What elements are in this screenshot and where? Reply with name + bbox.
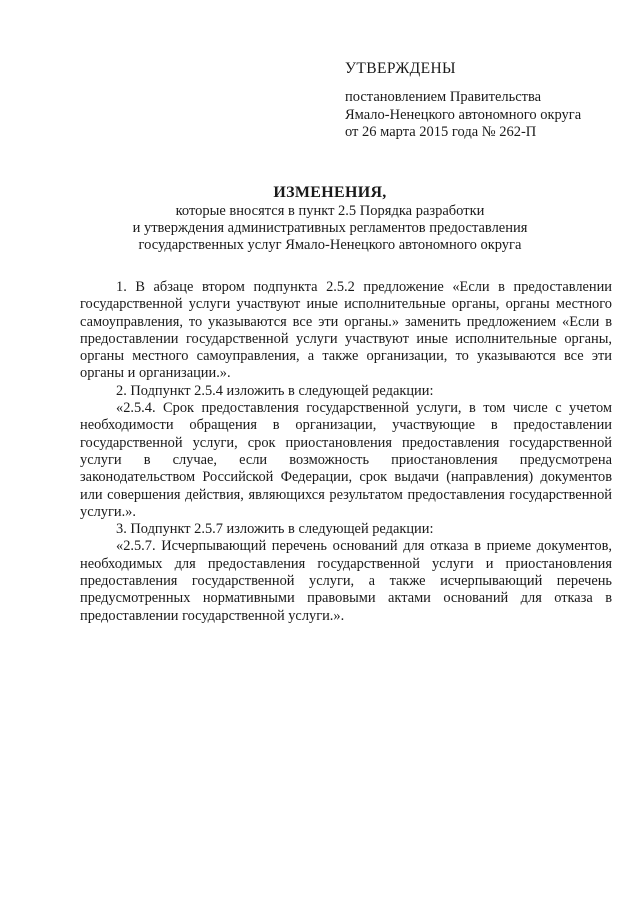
approval-line: постановлением Правительства <box>345 89 542 105</box>
document-subtitle-line: и утверждения административных регламентов предоставления <box>132 220 528 236</box>
paragraph-item-3: 3. Подпункт 2.5.7 изложить в следующей редакции: <box>116 521 434 538</box>
document-heading <box>70 183 590 254</box>
approval-line: Ямало-Ненецкого автономного округа <box>345 106 582 123</box>
paragraph-item-2: 2. Подпункт 2.5.4 изложить в следующей редакции: <box>116 382 434 399</box>
document-body <box>80 279 612 625</box>
approval-block <box>345 60 615 142</box>
document-title: ИЗМЕНЕНИЯ, <box>273 184 387 201</box>
approval-line: от 26 марта 2015 года № 262-П <box>345 124 537 140</box>
paragraph-item-1: 1. В абзаце втором подпункта 2.5.2 предложение «Если в предоставлении государственной услуги участвуют иные исполнительные органы, органы местного самоуправления, то указываются все эти органы.» заменить предложением «Если в предоставлении государственной услуги участвуют иные исполнительные органы, органы местного самоуправления, а также организации, то указываются все эти органы и организации.». <box>80 279 612 382</box>
paragraph-item-2-text: «2.5.4. Срок предоставления государственной услуги, в том числе с учетом необходимости обращения в организации, участвующие в предоставлении государственной услуги, срок приостановления предоставления государственной услуги в случае, если возможность приостановления предусмотрена законодательством Российской Федерации, срок выдачи (направления) документов или совершения действия, являющихся результатом предоставления государственной услуги.». <box>80 400 612 520</box>
document-subtitle-line: государственных услуг Ямало-Ненецкого автономного округа <box>138 237 522 253</box>
document-subtitle-line: которые вносятся в пункт 2.5 Порядка разработки <box>175 203 485 219</box>
approval-title: УТВЕРЖДЕНЫ <box>345 60 456 77</box>
paragraph-item-3-text: «2.5.7. Исчерпывающий перечень оснований для отказа в приеме документов, необходимых для предоставления государственной услуги и приостановления предоставления государственной услуги, а также исчерпывающий перечень предусмотренных нормативными правовыми актами оснований для отказа в предоставлении государственной услуги.». <box>80 538 612 624</box>
